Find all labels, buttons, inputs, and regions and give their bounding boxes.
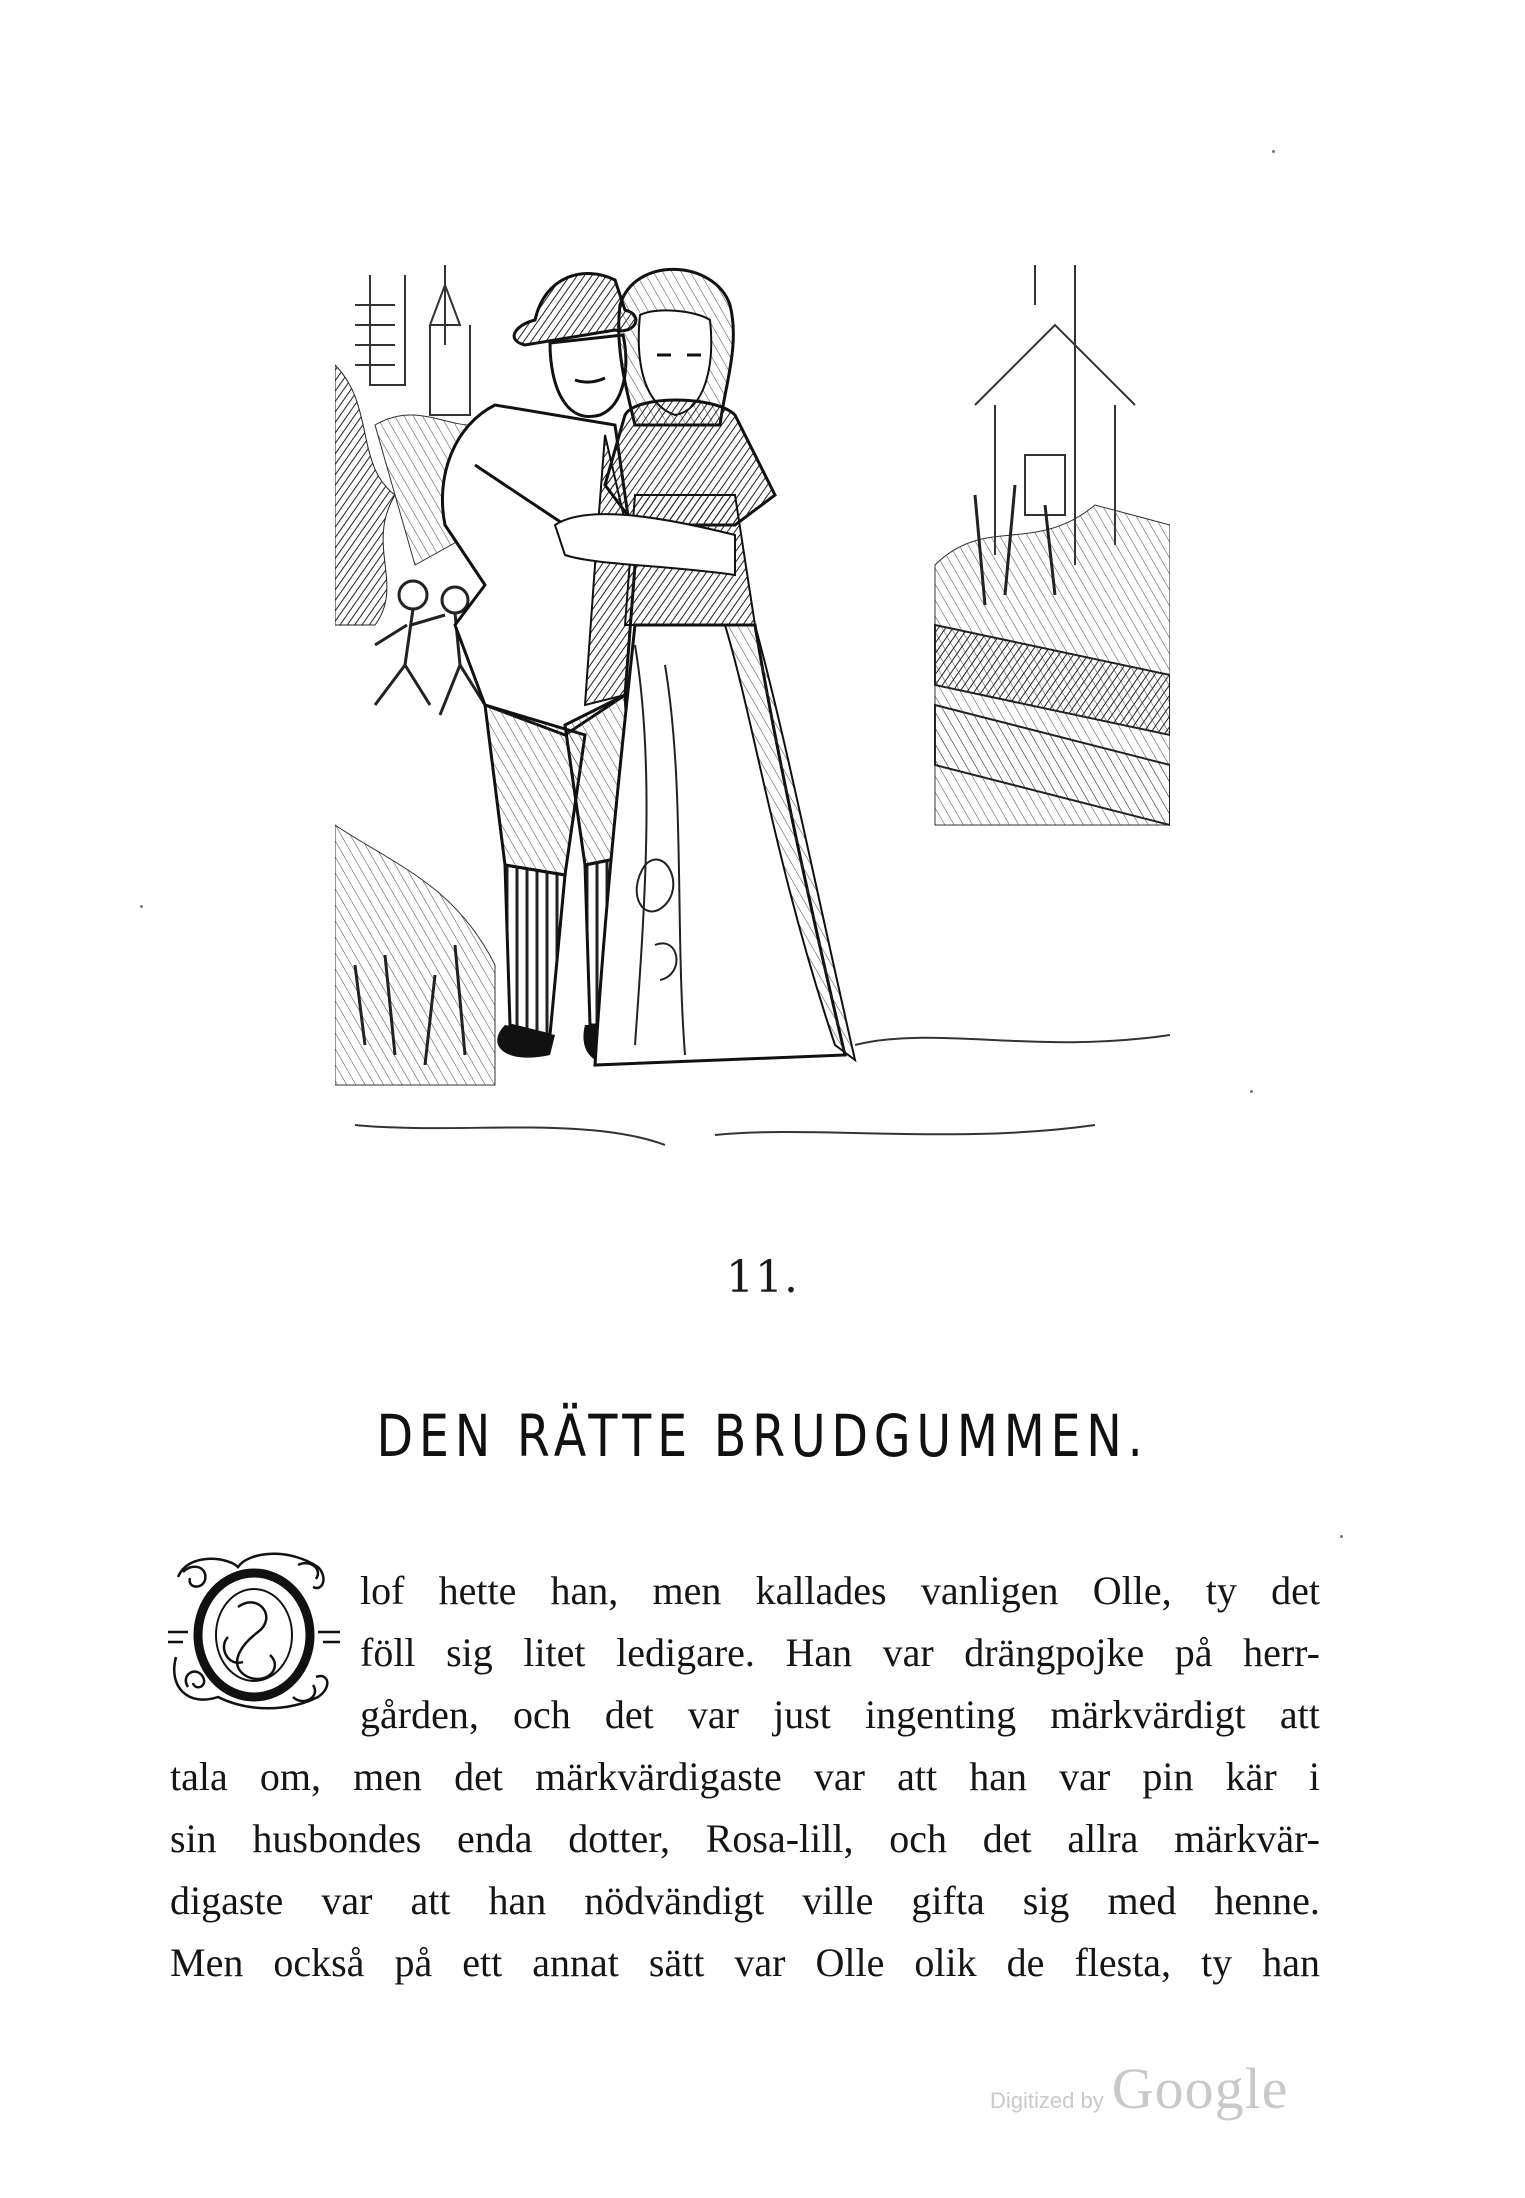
word: drängpojke — [964, 1630, 1145, 1675]
word: herr- — [1243, 1630, 1320, 1675]
word: det — [454, 1754, 504, 1799]
word: enda — [457, 1816, 533, 1861]
word: allra — [1067, 1816, 1139, 1861]
word: på — [1174, 1630, 1213, 1675]
word: gifta — [911, 1878, 985, 1923]
chapter-number: 11. — [726, 1252, 799, 1303]
word: var — [687, 1692, 739, 1737]
word: det — [1271, 1568, 1320, 1613]
word: husbondes — [252, 1816, 422, 1861]
word: märkvärdigt — [1050, 1692, 1246, 1737]
word: med — [1107, 1878, 1177, 1923]
chapter-illustration — [335, 265, 1170, 1170]
text-line — [170, 1746, 1320, 1808]
text-line — [170, 1870, 1320, 1932]
word: märkvärdigaste — [535, 1754, 782, 1799]
word: Han — [785, 1630, 853, 1675]
word: men — [353, 1754, 423, 1799]
word: just — [773, 1692, 831, 1737]
scan-speck — [1272, 150, 1275, 153]
word: och — [512, 1692, 571, 1737]
word: var — [882, 1630, 934, 1675]
word: olik — [914, 1940, 977, 1985]
text-line — [170, 1932, 1320, 1994]
word: dotter, — [568, 1816, 670, 1861]
word: han — [969, 1754, 1027, 1799]
word: vanligen — [920, 1568, 1059, 1613]
word: ledigare. — [616, 1630, 755, 1675]
word: sig — [1022, 1878, 1070, 1923]
word: men — [652, 1568, 722, 1613]
word: lof — [360, 1568, 405, 1613]
text-line — [170, 1808, 1320, 1870]
word: sin — [170, 1816, 217, 1861]
scan-speck — [1340, 1535, 1343, 1538]
word: det — [982, 1816, 1032, 1861]
text-line — [360, 1684, 1320, 1746]
digitized-watermark — [990, 2055, 1288, 2122]
word: Olle, — [1092, 1568, 1172, 1613]
word: det — [604, 1692, 654, 1737]
word: var — [321, 1878, 373, 1923]
word: var — [813, 1754, 865, 1799]
word: digaste — [170, 1878, 284, 1923]
word: tala — [170, 1754, 228, 1799]
word: Men — [170, 1940, 244, 1985]
word: sätt — [648, 1940, 705, 1985]
word: sig — [446, 1630, 493, 1675]
word: också — [273, 1940, 365, 1985]
word: om, — [259, 1754, 321, 1799]
text-line — [360, 1560, 1320, 1622]
word: ville — [802, 1878, 874, 1923]
word: de — [1006, 1940, 1045, 1985]
word: kär — [1225, 1754, 1277, 1799]
watermark-prefix: Digitized by — [990, 2088, 1104, 2113]
word: gården, — [360, 1692, 479, 1737]
word: pin — [1142, 1754, 1194, 1799]
word: han, — [550, 1568, 619, 1613]
word: litet — [523, 1630, 586, 1675]
word: kallades — [755, 1568, 887, 1613]
word: ty — [1201, 1940, 1233, 1985]
word: märkvär- — [1174, 1816, 1320, 1861]
word: och — [889, 1816, 948, 1861]
word: Rosa-lill, — [705, 1816, 854, 1861]
word: att — [410, 1878, 451, 1923]
watermark-brand: Google — [1111, 2056, 1289, 2121]
word: nödvändigt — [584, 1878, 765, 1923]
scan-speck — [1250, 1090, 1253, 1093]
chapter-body-text — [170, 1560, 1320, 1994]
text-line — [360, 1622, 1320, 1684]
word: att — [897, 1754, 938, 1799]
word: Olle — [815, 1940, 885, 1985]
word: flesta, — [1074, 1940, 1172, 1985]
word: var — [1059, 1754, 1111, 1799]
word: var — [734, 1940, 786, 1985]
word: ty — [1205, 1568, 1237, 1613]
chapter-title: DEN RÄTTE BRUDGUMMEN. — [376, 1402, 1149, 1470]
word: annat — [532, 1940, 619, 1985]
word: henne. — [1214, 1878, 1320, 1923]
word: på — [394, 1940, 433, 1985]
word: ingenting — [865, 1692, 1017, 1737]
word: hette — [438, 1568, 517, 1613]
word: han — [488, 1878, 547, 1923]
word: i — [1308, 1754, 1320, 1799]
word: ett — [462, 1940, 503, 1985]
word: han — [1262, 1940, 1320, 1985]
scan-speck — [140, 905, 143, 908]
word: att — [1279, 1692, 1320, 1737]
word: föll — [360, 1630, 416, 1675]
